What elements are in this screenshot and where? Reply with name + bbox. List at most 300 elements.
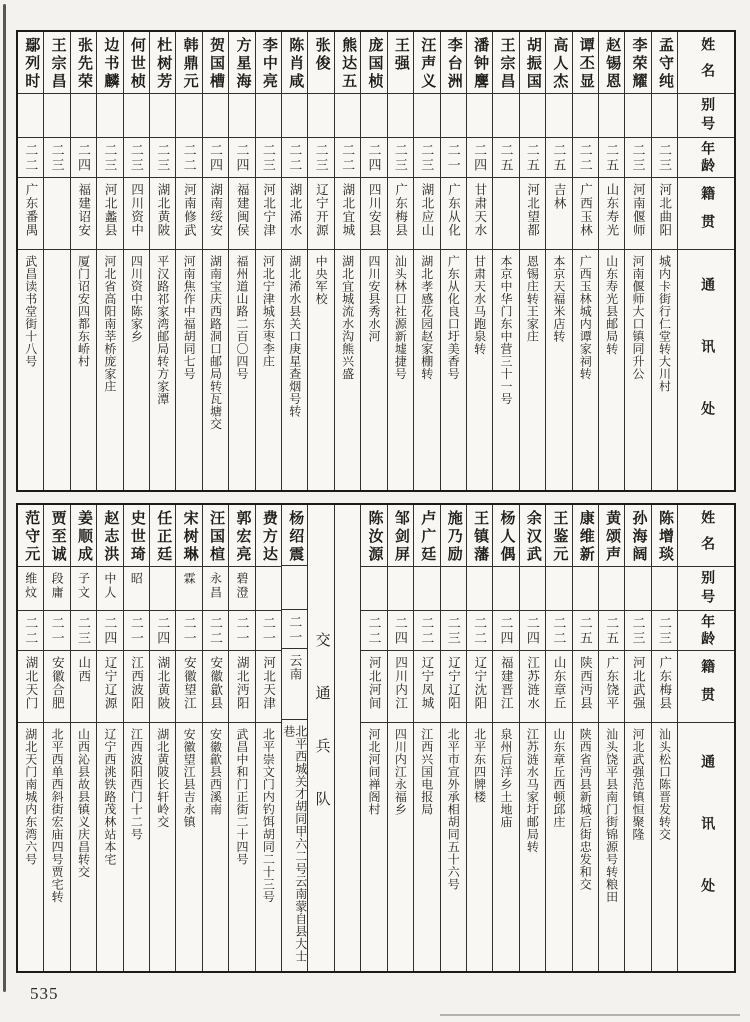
name-cell <box>44 505 69 567</box>
address-text: 北平西城关才胡同甲六二号云南蒙自县大士巷 <box>282 724 308 963</box>
native-text: 山东寿光 <box>604 183 619 237</box>
alias-cell <box>388 94 413 138</box>
person-column <box>255 32 281 490</box>
alias-cell <box>71 567 96 611</box>
alias-cell <box>71 94 96 138</box>
alias-cell <box>652 567 677 611</box>
native-text: 云南 <box>288 653 303 681</box>
person-column <box>598 505 624 971</box>
age-text: 二三 <box>630 616 646 646</box>
native-cell <box>71 651 96 723</box>
name-text: 方星海 <box>234 37 251 91</box>
address-cell <box>599 250 624 490</box>
address-text: 城内卡街行仁堂转大川村 <box>657 255 672 393</box>
name-cell <box>256 32 281 94</box>
alias-cell <box>599 567 624 611</box>
native-text: 辽宁辽阳 <box>446 656 461 710</box>
alias-text: 中人 <box>102 572 117 600</box>
age-text: 二四 <box>472 143 488 173</box>
age-cell <box>573 138 598 178</box>
native-cell <box>414 178 439 250</box>
native-text: 湖北沔阳 <box>235 656 250 710</box>
alias-text: 维炆 <box>23 572 38 600</box>
age-cell <box>467 611 492 651</box>
name-text: 王宗昌 <box>49 37 66 91</box>
native-cell <box>124 651 149 723</box>
person-column <box>96 32 122 490</box>
name-text: 李中亮 <box>260 37 277 91</box>
name-cell <box>282 505 307 566</box>
name-text: 潘钟麐 <box>472 37 489 91</box>
address-cell <box>256 250 281 490</box>
name-cell <box>124 32 149 94</box>
name-cell <box>441 505 466 567</box>
age-cell <box>203 138 228 178</box>
address-cell <box>599 723 624 971</box>
address-text: 河北省高阳南莘桥庞家庄 <box>102 255 117 393</box>
name-cell <box>414 32 439 94</box>
age-text: 二一 <box>128 616 144 646</box>
spacer-column <box>334 505 360 971</box>
name-cell <box>493 32 518 94</box>
name-cell <box>176 32 201 94</box>
name-cell <box>520 505 545 567</box>
native-text: 山东章丘 <box>552 656 567 710</box>
native-cell <box>176 651 201 723</box>
header-native <box>678 651 734 723</box>
alias-cell <box>97 94 122 138</box>
age-cell <box>625 611 650 651</box>
native-cell <box>256 178 281 250</box>
age-cell <box>97 611 122 651</box>
native-cell <box>546 178 571 250</box>
native-cell <box>520 178 545 250</box>
name-text: 贾至诚 <box>49 510 66 564</box>
native-cell <box>44 178 69 250</box>
address-text: 山东寿光县邮局转 <box>604 255 619 355</box>
native-text: 河北河间 <box>367 656 382 710</box>
person-column <box>598 32 624 490</box>
name-cell <box>388 32 413 94</box>
alias-cell <box>282 566 307 609</box>
native-text: 四川资中 <box>129 183 144 237</box>
native-cell <box>625 178 650 250</box>
name-text: 郭宏亮 <box>234 510 251 564</box>
name-text: 王鉴元 <box>551 510 568 564</box>
header-address <box>678 250 734 490</box>
age-text: 二一 <box>260 616 276 646</box>
alias-cell <box>441 94 466 138</box>
age-cell <box>71 138 96 178</box>
age-text: 二一 <box>181 616 197 646</box>
name-text: 卢广廷 <box>419 510 436 564</box>
name-text: 王镇藩 <box>472 510 489 564</box>
age-cell <box>467 138 492 178</box>
address-text: 河南偃师大口镇同升公 <box>631 255 646 380</box>
native-text: 广东饶平 <box>604 656 619 710</box>
age-cell <box>256 138 281 178</box>
native-text: 河北曲阳 <box>657 183 672 237</box>
address-cell <box>124 250 149 490</box>
name-cell <box>546 505 571 567</box>
age-cell <box>520 138 545 178</box>
name-cell <box>625 32 650 94</box>
name-cell <box>44 32 69 94</box>
address-cell <box>124 723 149 971</box>
native-cell <box>282 178 307 250</box>
address-text: 北平崇文门内钓饵胡同二十三号 <box>261 728 276 903</box>
address-cell <box>573 723 598 971</box>
alias-cell <box>44 94 69 138</box>
address-cell <box>361 250 386 490</box>
native-cell <box>44 651 69 723</box>
person-column <box>18 32 43 490</box>
age-text: 二四 <box>155 616 171 646</box>
age-text: 二五 <box>524 143 540 173</box>
age-cell <box>599 611 624 651</box>
native-cell <box>573 178 598 250</box>
alias-text: 子文 <box>76 572 91 600</box>
name-text: 陈增琰 <box>656 510 673 564</box>
age-cell <box>546 611 571 651</box>
native-cell <box>361 178 386 250</box>
name-cell <box>599 505 624 567</box>
age-text: 二四 <box>498 616 514 646</box>
address-text: 湖南宝庆西路洞口邮局转瓦塘交 <box>208 255 223 430</box>
header-column-bottom <box>677 505 734 971</box>
native-text: 辽宁沈阳 <box>472 656 487 710</box>
alias-cell <box>256 94 281 138</box>
address-cell <box>652 723 677 971</box>
person-column <box>413 505 439 971</box>
name-cell <box>361 505 386 567</box>
address-text: 武昌读书堂街十八号 <box>23 255 38 368</box>
header-native-label: 籍贯 <box>699 658 715 715</box>
age-cell <box>414 138 439 178</box>
age-text: 二三 <box>392 143 408 173</box>
address-text: 河北宁津城东枣李庄 <box>261 255 276 368</box>
address-cell <box>282 720 307 971</box>
native-text: 辽宁凤城 <box>420 656 435 710</box>
person-column <box>149 505 175 971</box>
address-text: 四川安县秀水河 <box>366 255 381 343</box>
native-text: 山西 <box>76 656 91 683</box>
person-column <box>281 505 307 971</box>
age-cell <box>335 138 360 178</box>
age-text: 二一 <box>234 616 250 646</box>
age-cell <box>493 611 518 651</box>
person-column <box>43 505 69 971</box>
native-cell <box>441 651 466 723</box>
directory-table-bottom <box>16 503 736 973</box>
header-address <box>678 723 734 971</box>
header-alias <box>678 567 734 611</box>
name-text: 韩鼎元 <box>181 37 198 91</box>
header-alias-label: 别号 <box>699 96 715 135</box>
address-cell <box>335 250 360 490</box>
native-text: 广东番禺 <box>23 183 38 237</box>
alias-cell <box>625 567 650 611</box>
header-native <box>678 178 734 250</box>
age-text: 二五 <box>604 616 620 646</box>
age-cell <box>150 138 175 178</box>
native-cell <box>388 178 413 250</box>
address-cell <box>308 250 333 490</box>
alias-text: 永昌 <box>208 572 223 600</box>
age-text: 二二 <box>577 143 593 173</box>
address-text: 江西兴国电报局 <box>419 728 434 816</box>
person-column <box>149 32 175 490</box>
address-cell <box>625 723 650 971</box>
native-cell <box>546 651 571 723</box>
person-column <box>466 505 492 971</box>
name-text: 张先荣 <box>76 37 93 91</box>
address-text: 安徽歙县西溪南 <box>208 728 223 816</box>
age-cell <box>441 138 466 178</box>
person-column <box>360 32 386 490</box>
address-cell <box>546 250 571 490</box>
native-text: 福建晋江 <box>499 656 514 710</box>
native-text: 湖北应山 <box>420 183 435 237</box>
alias-cell <box>546 567 571 611</box>
age-cell <box>229 611 254 651</box>
native-text: 安徽望江 <box>182 656 197 710</box>
address-cell <box>414 723 439 971</box>
age-cell <box>493 138 518 178</box>
person-column <box>492 505 518 971</box>
address-text: 四川资中陈家乡 <box>129 255 144 343</box>
native-text: 吉林 <box>552 183 567 210</box>
native-text: 四川内江 <box>393 656 408 710</box>
native-cell <box>256 651 281 723</box>
person-column <box>18 505 43 971</box>
native-cell <box>18 651 43 723</box>
native-text: 湖北天门 <box>23 656 38 710</box>
name-cell <box>97 32 122 94</box>
age-text: 二一 <box>445 143 461 173</box>
age-cell <box>414 611 439 651</box>
name-text: 张俊 <box>313 37 330 73</box>
native-text: 湖南绥安 <box>208 183 223 237</box>
native-cell <box>124 178 149 250</box>
native-text: 河北天津 <box>261 656 276 710</box>
age-text: 二三 <box>313 143 329 173</box>
native-cell <box>97 651 122 723</box>
name-text: 何世桢 <box>128 37 145 91</box>
address-cell <box>44 250 69 490</box>
address-text: 平汉路祁家湾邮局转方家潭 <box>155 255 170 405</box>
header-alias <box>678 94 734 138</box>
header-name-label: 姓名 <box>699 509 715 562</box>
alias-cell <box>308 94 333 138</box>
age-text: 二三 <box>128 143 144 173</box>
address-text: 江苏涟水马家圩邮局转 <box>525 728 540 853</box>
native-text: 陕西沔县 <box>578 656 593 710</box>
age-text: 二四 <box>208 143 224 173</box>
person-column <box>440 505 466 971</box>
address-text: 本京中华门东中营三十一号 <box>499 255 514 405</box>
address-text: 汕头松口陈晋发转交 <box>657 728 672 841</box>
native-text: 江苏涟水 <box>525 656 540 710</box>
name-cell <box>361 32 386 94</box>
address-text: 甘肃天水马跑泉转 <box>472 255 487 355</box>
header-age <box>678 611 734 651</box>
address-cell <box>467 250 492 490</box>
age-text: 二三 <box>656 143 672 173</box>
native-cell <box>71 178 96 250</box>
address-text: 北平东四牌楼 <box>472 728 487 803</box>
name-text: 姜顺成 <box>76 510 93 564</box>
address-cell <box>203 250 228 490</box>
age-cell <box>44 138 69 178</box>
scan-edge-artifact-bottom <box>440 1014 740 1016</box>
native-text: 湖北黄陂 <box>155 183 170 237</box>
header-address-label: 通讯处 <box>699 277 715 463</box>
age-text: 二五 <box>577 616 593 646</box>
name-text: 汪声义 <box>419 37 436 91</box>
address-text: 河北武强范镇恒聚隆 <box>631 728 646 841</box>
address-text: 陕西省沔县新城后街忠发和交 <box>578 728 593 891</box>
header-name-label: 姓名 <box>699 36 715 89</box>
address-text: 河南焦作中福胡同七号 <box>182 255 197 380</box>
native-cell <box>229 651 254 723</box>
alias-cell <box>414 567 439 611</box>
name-text: 费方达 <box>260 510 277 564</box>
person-column <box>96 505 122 971</box>
address-text: 北平市宣外承相胡同五十六号 <box>446 728 461 891</box>
address-text: 泉州后洋乡土地庙 <box>499 728 514 828</box>
native-cell <box>467 651 492 723</box>
age-text: 二二 <box>472 616 488 646</box>
alias-cell <box>467 567 492 611</box>
address-cell <box>388 250 413 490</box>
native-cell <box>282 649 307 720</box>
name-cell <box>71 32 96 94</box>
alias-text: 段庸 <box>50 572 65 600</box>
alias-text: 霖 <box>182 572 197 586</box>
age-cell <box>97 138 122 178</box>
header-age <box>678 138 734 178</box>
name-cell <box>599 32 624 94</box>
name-text: 黄颂声 <box>604 510 621 564</box>
native-cell <box>308 178 333 250</box>
section-label: 交通兵队 <box>313 632 330 844</box>
age-text: 二三 <box>76 616 92 646</box>
address-cell <box>256 723 281 971</box>
native-text: 河南偃师 <box>631 183 646 237</box>
native-cell <box>335 178 360 250</box>
person-column <box>123 505 149 971</box>
age-text: 二二 <box>23 143 39 173</box>
name-text: 陈汝源 <box>366 510 383 564</box>
native-cell <box>18 178 43 250</box>
age-cell <box>361 138 386 178</box>
address-cell <box>71 723 96 971</box>
address-text: 山东章丘西顿邱庄 <box>551 728 566 828</box>
address-cell <box>282 250 307 490</box>
age-text: 二五 <box>604 143 620 173</box>
native-text: 河北宁津 <box>261 183 276 237</box>
age-text: 二五 <box>551 143 567 173</box>
name-text: 杜树芳 <box>155 37 172 91</box>
native-cell <box>493 178 518 250</box>
name-text: 范守元 <box>23 510 40 564</box>
age-cell <box>361 611 386 651</box>
name-cell <box>414 505 439 567</box>
alias-cell <box>18 567 43 611</box>
address-cell <box>229 723 254 971</box>
native-cell <box>467 178 492 250</box>
native-text: 河北蠡县 <box>103 183 118 237</box>
address-text: 广西玉林城内谭家祠转 <box>578 255 593 380</box>
alias-cell <box>467 94 492 138</box>
address-cell <box>625 250 650 490</box>
name-text: 施乃励 <box>445 510 462 564</box>
name-cell <box>335 32 360 94</box>
age-text: 二二 <box>181 143 197 173</box>
name-text: 李台洲 <box>445 37 462 91</box>
native-text: 河南修武 <box>182 183 197 237</box>
alias-cell <box>520 94 545 138</box>
address-text: 汕头林口社源新墟捷号 <box>393 255 408 380</box>
person-column <box>202 505 228 971</box>
age-cell <box>71 611 96 651</box>
name-cell <box>71 505 96 567</box>
name-cell <box>176 505 201 567</box>
name-cell <box>625 505 650 567</box>
age-text: 二二 <box>366 616 382 646</box>
native-cell <box>388 651 413 723</box>
address-text: 山西沁县故县镇义庆昌转交 <box>76 728 91 878</box>
address-text: 恩锡庄转王家庄 <box>525 255 540 343</box>
address-text: 本京天福米店转 <box>551 255 566 343</box>
native-cell <box>493 651 518 723</box>
address-text: 湖北天门南城内东湾六号 <box>23 728 38 866</box>
alias-cell <box>599 94 624 138</box>
person-column <box>519 32 545 490</box>
native-text: 辽宁辽源 <box>103 656 118 710</box>
native-text: 广西玉林 <box>578 183 593 237</box>
name-cell <box>18 32 43 94</box>
age-cell <box>124 611 149 651</box>
person-column <box>651 32 677 490</box>
person-column <box>545 32 571 490</box>
name-text: 王强 <box>392 37 409 73</box>
person-column <box>651 505 677 971</box>
name-cell <box>467 505 492 567</box>
address-text: 湖北浠水县关口庚星查烟号转 <box>287 255 302 418</box>
age-text: 二三 <box>260 143 276 173</box>
name-text: 孙海阔 <box>630 510 647 564</box>
alias-cell <box>97 567 122 611</box>
alias-text: 昭 <box>129 572 144 586</box>
address-cell <box>652 250 677 490</box>
address-text: 武昌中和门正街二十四号 <box>234 728 249 866</box>
native-text: 江西波阳 <box>129 656 144 710</box>
address-text: 湖北孝感花园赵家棚转 <box>419 255 434 380</box>
age-text: 二二 <box>551 616 567 646</box>
age-text: 二二 <box>419 616 435 646</box>
person-column <box>70 505 96 971</box>
name-text: 任正廷 <box>155 510 172 564</box>
alias-cell <box>124 567 149 611</box>
age-text: 二一 <box>287 614 303 645</box>
name-cell <box>573 505 598 567</box>
native-cell <box>441 178 466 250</box>
alias-cell <box>282 94 307 138</box>
native-text: 福建闽侯 <box>235 183 250 237</box>
age-text: 二二 <box>340 143 356 173</box>
